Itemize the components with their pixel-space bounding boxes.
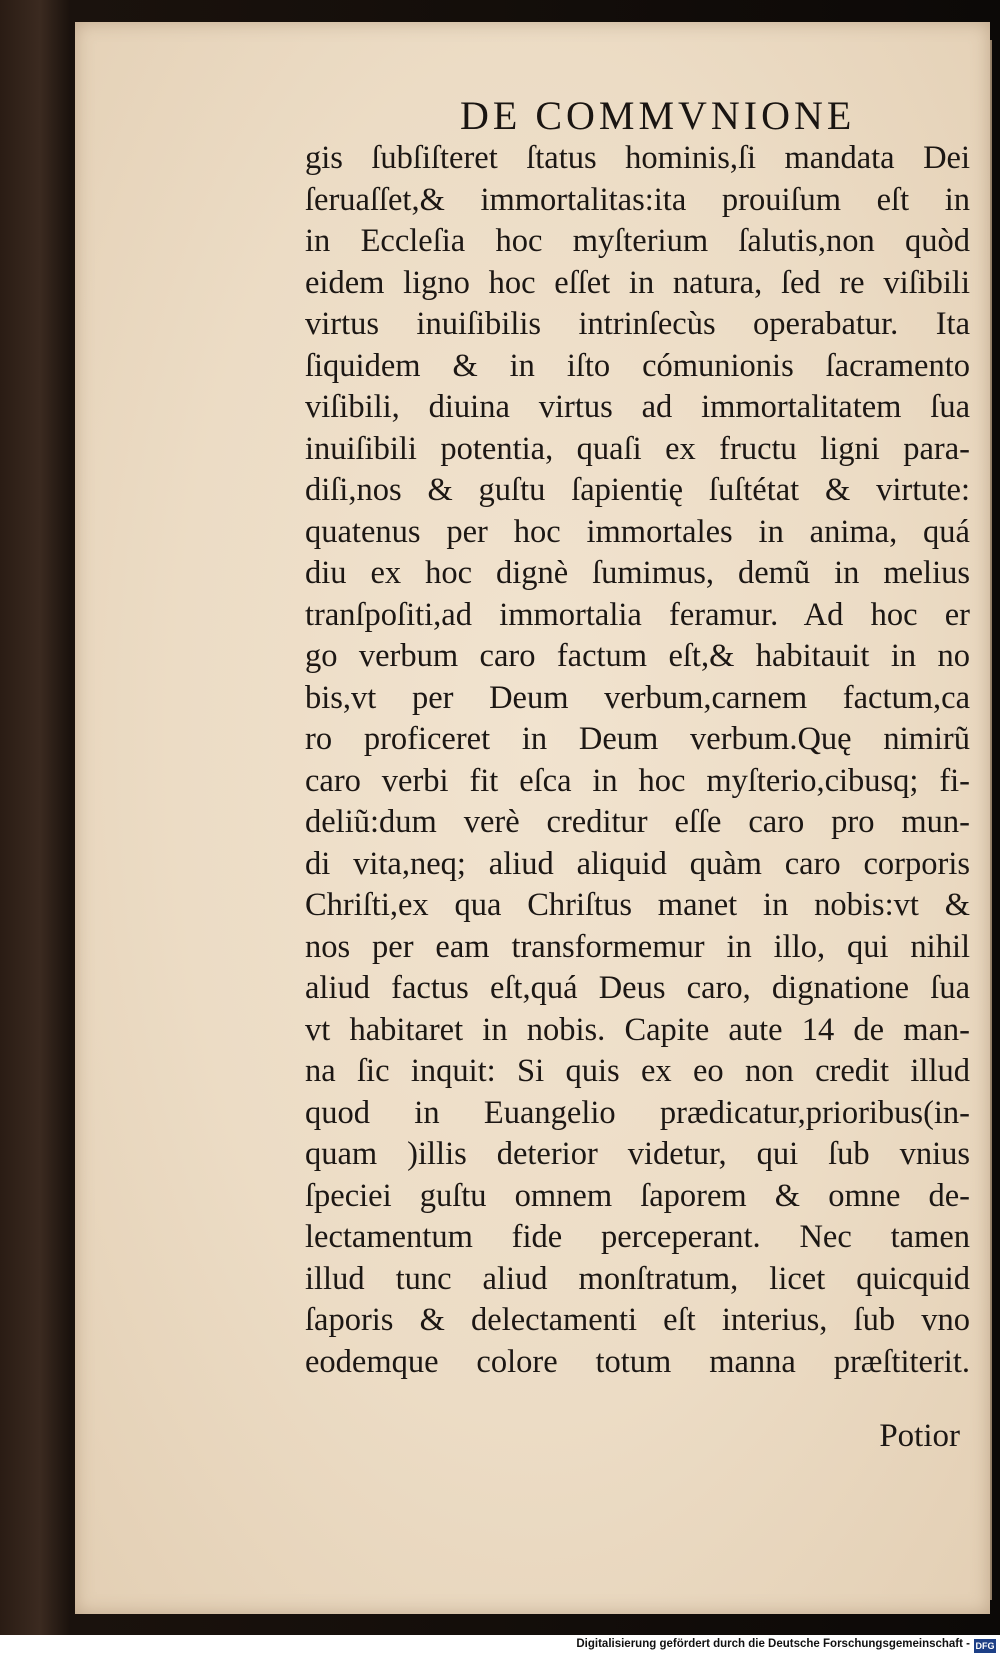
- dfg-logo-icon: DFG: [975, 1641, 995, 1651]
- text-line: deliũ:dum verè creditur eſſe caro pro mun-: [305, 804, 970, 840]
- text-line: virtus inuiſibilis intrinſecùs operabatur. Ita: [305, 306, 970, 342]
- text-line: tranſpoſiti,ad immortalia feramur. Ad hoc er: [305, 596, 970, 633]
- digitization-credit: Digitalisierung gefördert durch die Deutsche Forschungsgemeinschaft -: [576, 1638, 970, 1650]
- text-line: ſpeciei guſtu omnem ſaporem & omne de-: [305, 1177, 970, 1214]
- text-line: eidem ligno hoc eſſet in natura, ſed re viſibili: [305, 264, 970, 301]
- text-line: quam )illis deterior videtur, qui ſub vnius: [305, 1136, 970, 1172]
- text-line: ſeruaſſet,& immortalitas:ita prouiſum eſt in: [305, 181, 970, 218]
- text-line: na ſic inquit: Si quis ex eo non credit illud: [305, 1053, 970, 1089]
- text-line: lectamentum fide perceperant. Nec tamen: [305, 1219, 970, 1255]
- text-line: Chriſti,ex qua Chriſtus manet in nobis:vt &: [305, 887, 970, 923]
- running-head: DE COMMVNIONE: [460, 93, 856, 138]
- footer-bar: [0, 1635, 1000, 1658]
- body-text: [305, 138, 970, 1383]
- text-line: di vita,neq; aliud aliquid quàm caro corporis: [305, 845, 970, 882]
- text-line: inuiſibili potentia, quaſi ex fructu ligni para-: [305, 430, 970, 467]
- text-line: quod in Euangelio prædicatur,prioribus(in-: [305, 1094, 970, 1131]
- text-line: ſaporis & delectamenti eſt interius, ſub vno: [305, 1302, 970, 1338]
- text-line: eodemque colore totum manna præſtiterit.: [305, 1343, 970, 1380]
- text-line: caro verbi fit eſca in hoc myſterio,cibusq; fi-: [305, 762, 970, 799]
- text-line: aliud factus eſt,quá Deus caro, dignatione ſua: [305, 970, 970, 1006]
- text-line: go verbum caro factum eſt,& habitauit in no: [305, 638, 970, 674]
- text-line: viſibili, diuina virtus ad immortalitatem ſua: [305, 389, 970, 425]
- text-line: diſi,nos & guſtu ſapientię ſuſtétat & virtute:: [305, 472, 970, 508]
- text-line: gis ſubſiſteret ſtatus hominis,ſi mandata Dei: [305, 140, 970, 176]
- text-line: vt habitaret in nobis. Capite aute 14 de man-: [305, 1011, 970, 1048]
- catchword: Potior: [879, 1418, 960, 1454]
- text-line: illud tunc aliud monſtratum, licet quicquid: [305, 1260, 970, 1297]
- text-line: diu ex hoc dignè ſumimus, demũ in melius: [305, 555, 970, 591]
- text-line: ſiquidem & in iſto cómunionis ſacramento: [305, 347, 970, 384]
- text-line: ro proficeret in Deum verbum.Quę nimirũ: [305, 721, 970, 757]
- text-line: in Eccleſia hoc myſterium ſalutis,non quòd: [305, 223, 970, 259]
- text-line: quatenus per hoc immortales in anima, quá: [305, 513, 970, 550]
- text-line: bis,vt per Deum verbum,carnem factum,ca: [305, 679, 970, 716]
- text-line: nos per eam transformemur in illo, qui nihil: [305, 928, 970, 965]
